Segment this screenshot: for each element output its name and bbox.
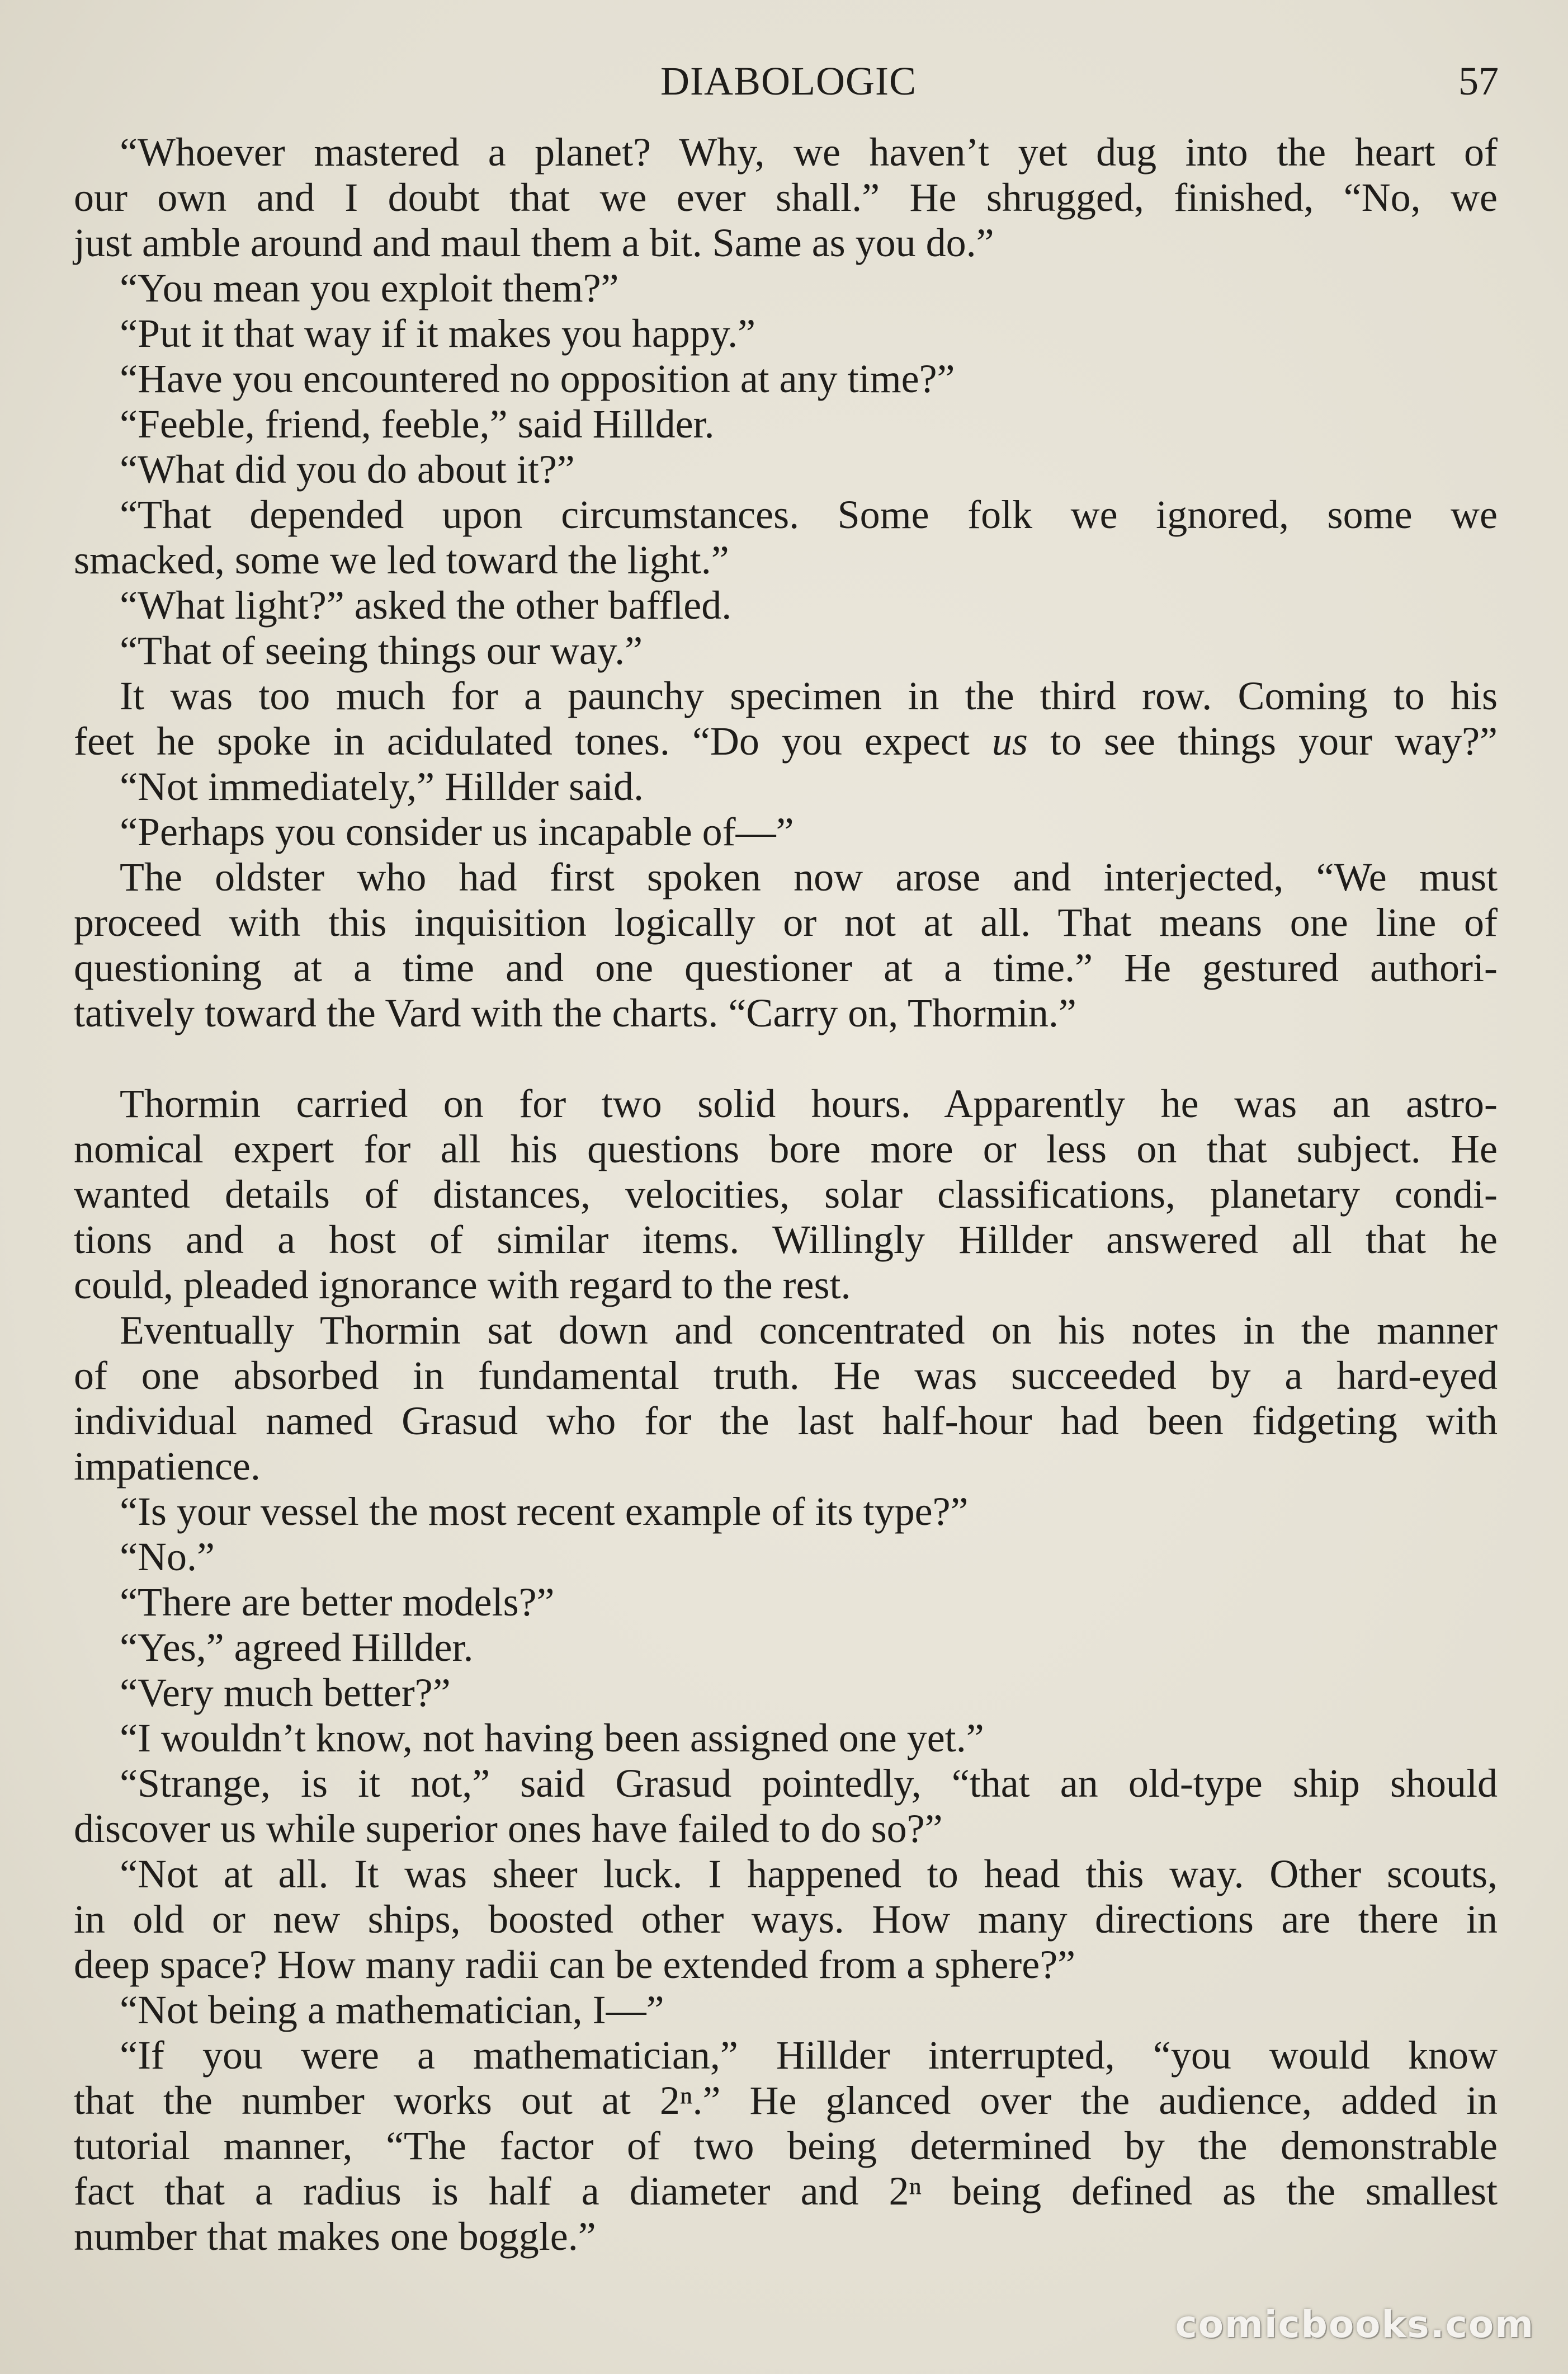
- text-line: questioning at a time and one questioner at a time.” He gestured authori-: [74, 945, 1498, 990]
- page-number: 57: [1458, 59, 1499, 103]
- text-line: deep space? How many radii can be extended from a sphere?”: [74, 1942, 1076, 1987]
- text-line: fact that a radius is half a diameter and 2ⁿ being defined as the smallest: [74, 2169, 1498, 2213]
- text-line: proceed with this inquisition logically or not at all. That means one line of: [74, 900, 1498, 945]
- text-line: “If you were a mathematician,” Hillder interrupted, “you would know: [120, 2033, 1498, 2078]
- text-line: “Have you encountered no opposition at any time?”: [120, 356, 955, 401]
- text-line: “There are better models?”: [120, 1580, 555, 1624]
- text-line: “You mean you exploit them?”: [120, 266, 619, 310]
- text-line: number that makes one boggle.”: [74, 2214, 596, 2259]
- text-line: “Very much better?”: [120, 1670, 451, 1715]
- text-line: individual named Grasud who for the last half-hour had been fidgeting with: [74, 1398, 1498, 1443]
- text-line: “Not being a mathematician, I—”: [120, 1987, 664, 2032]
- text-line: “That of seeing things our way.”: [120, 628, 643, 673]
- text-line: tutorial manner, “The factor of two being determined by the demonstrable: [74, 2123, 1498, 2168]
- text-line: Thormin carried on for two solid hours. Apparently he was an astro-: [120, 1081, 1498, 1126]
- text-line: “Whoever mastered a planet? Why, we haven’t yet dug into the heart of: [120, 130, 1498, 175]
- text-line: “Is your vessel the most recent example of its type?”: [120, 1489, 969, 1534]
- text-line: It was too much for a paunchy specimen in the third row. Coming to his: [120, 673, 1498, 718]
- text-line: “Not immediately,” Hillder said.: [120, 764, 644, 809]
- text-line: of one absorbed in fundamental truth. He was succeeded by a hard-eyed: [74, 1353, 1498, 1398]
- text-line: our own and I doubt that we ever shall.” He shrugged, finished, “No, we: [74, 175, 1498, 220]
- text-line: just amble around and maul them a bit. Same as you do.”: [74, 220, 994, 265]
- text-line: tatively toward the Vard with the charts. “Carry on, Thormin.”: [74, 991, 1076, 1035]
- text-line: nomical expert for all his questions bore more or less on that subject. He: [74, 1127, 1498, 1171]
- watermark: comicbooks.com: [1175, 2303, 1534, 2346]
- text-line: impatience.: [74, 1444, 261, 1489]
- emphasis-us: us: [991, 719, 1028, 764]
- text-line: in old or new ships, boosted other ways. How many directions are there in: [74, 1897, 1498, 1942]
- text-line: “Strange, is it not,” said Grasud pointedly, “that an old-type ship should: [120, 1761, 1498, 1806]
- text-line: “That depended upon circumstances. Some folk we ignored, some we: [120, 492, 1498, 537]
- running-title: DIABOLOGIC: [660, 59, 917, 103]
- text-line: “Feeble, friend, feeble,” said Hillder.: [120, 402, 715, 446]
- text-line: wanted details of distances, velocities, solar classifications, planetary condi-: [74, 1172, 1498, 1217]
- text-line: feet he spoke in acidulated tones. “Do you expect us to see things your way?”: [74, 719, 1498, 764]
- text-line: “What did you do about it?”: [120, 447, 575, 492]
- text-line: “What light?” asked the other baffled.: [120, 583, 732, 628]
- text-line: “Perhaps you consider us incapable of—”: [120, 809, 794, 854]
- text-line: “Put it that way if it makes you happy.”: [120, 311, 756, 356]
- body-text: [74, 130, 1498, 2259]
- text-line: Eventually Thormin sat down and concentrated on his notes in the manner: [120, 1308, 1498, 1353]
- text-line: discover us while superior ones have failed to do so?”: [74, 1806, 943, 1851]
- text-line: tions and a host of similar items. Willingly Hillder answered all that he: [74, 1217, 1498, 1262]
- text-line: “No.”: [120, 1534, 215, 1579]
- running-header: [78, 56, 1499, 106]
- text-line: “Not at all. It was sheer luck. I happened to head this way. Other scouts,: [120, 1852, 1498, 1896]
- text-line: The oldster who had first spoken now arose and interjected, “We must: [120, 855, 1498, 899]
- text-line: smacked, some we led toward the light.”: [74, 538, 729, 582]
- text-line: that the number works out at 2ⁿ.” He glanced over the audience, added in: [74, 2078, 1498, 2123]
- text-line: could, pleaded ignorance with regard to the rest.: [74, 1263, 851, 1307]
- section-break: [74, 1036, 1498, 1081]
- text-line: “Yes,” agreed Hillder.: [120, 1625, 474, 1670]
- text-line: “I wouldn’t know, not having been assigned one yet.”: [120, 1716, 984, 1760]
